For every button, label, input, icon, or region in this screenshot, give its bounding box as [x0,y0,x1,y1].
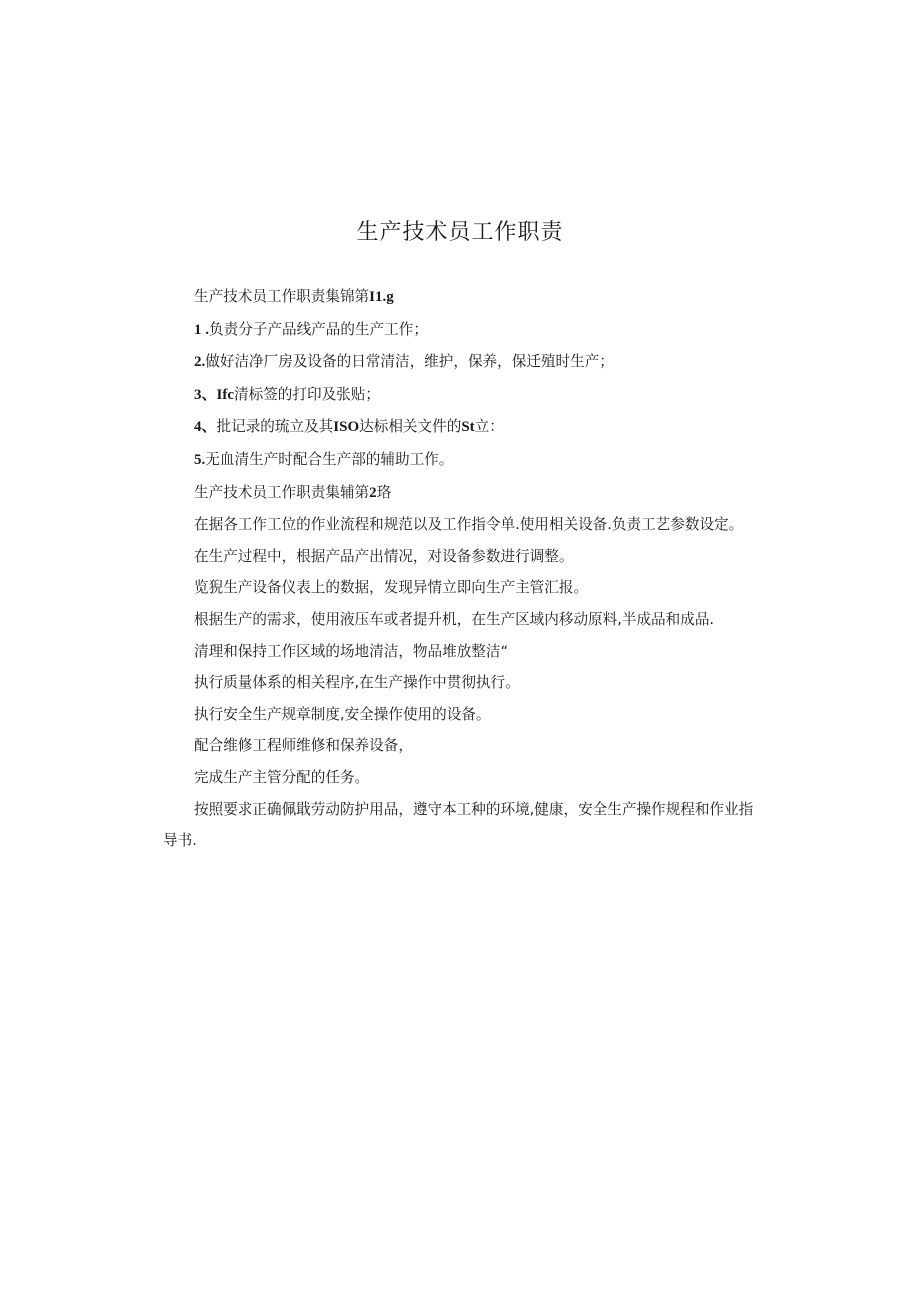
item-text-iso: ISO [333,419,360,436]
paragraph-4: 根据生产的需求，使用液压车或者提升机，在生产区域内移动原料,半成品和成品. [194,610,715,628]
item-text-end: 立： [474,418,504,436]
item-number: 5. [194,451,206,468]
item-text: 清标签的打印及张贴； [234,385,380,403]
item-number: 4、 [194,419,217,436]
paragraph-8: 配合维修工程师维修和保养设备， [194,737,413,755]
document-body [163,281,763,857]
heading-text: 生产技术员工作职责集锦第 [194,288,370,305]
paragraph-2: 在生产过程中，根据产品产出情况，对设备参数进行调整。 [194,547,574,565]
heading-number: 2 [369,484,377,501]
paragraph-1: 在据各工作工位的作业流程和规范以及工作指令单.使用相关设备.负责工艺参数设定。 [194,516,744,534]
duty-item-4 [163,411,763,444]
section-heading-1 [163,281,763,314]
item-text: 批记录的琉立及其 [216,418,334,436]
duty-item-2 [163,346,763,379]
paragraph-9: 完成生产主管分配的任务。 [194,768,370,786]
heading-suffix: 珞 [376,483,392,501]
item-text: 做好洁净厂房及设备的日常清洁，维护，保养，保迁殖时生产； [205,353,614,371]
heading-text: 生产技术员工作职责集辅第 [194,483,370,501]
document-title: 生产技术员工作职责 [356,220,564,245]
section-heading-2 [163,477,763,510]
item-number: 3、Ifc [194,386,234,403]
item-number: 1 . [194,321,209,338]
heading-number: I1.g [369,289,394,305]
paragraph-5: 清理和保持工作区域的场地清洁，物品堆放整洁“ [194,642,509,660]
item-text-mid: 达标相关文件的 [359,418,462,436]
duty-item-3 [163,379,763,412]
item-number: 2. [194,354,206,371]
paragraph-7: 执行安全生产规章制度,安全操作使用的设备。 [194,705,491,723]
item-text: 负责分子产品线产品的生产工作； [209,320,428,338]
item-text: 无血清生产时配合生产部的辅助工作。 [205,450,454,468]
duty-item-5 [163,444,763,477]
paragraph-6: 执行质量体系的相关程序,在生产操作中贯彻执行。 [194,674,520,692]
paragraph-3: 览猊生产设备仪表上的数据，发现异情立即向生产主管汇报。 [194,579,589,597]
paragraph-10: 按照要求正确佩戢劳动防护用品，遵守本工种的环境,健康，安全生产操作规程和作业指导书. [163,800,754,850]
duty-item-1 [163,314,763,347]
item-text-st: St [461,419,475,436]
